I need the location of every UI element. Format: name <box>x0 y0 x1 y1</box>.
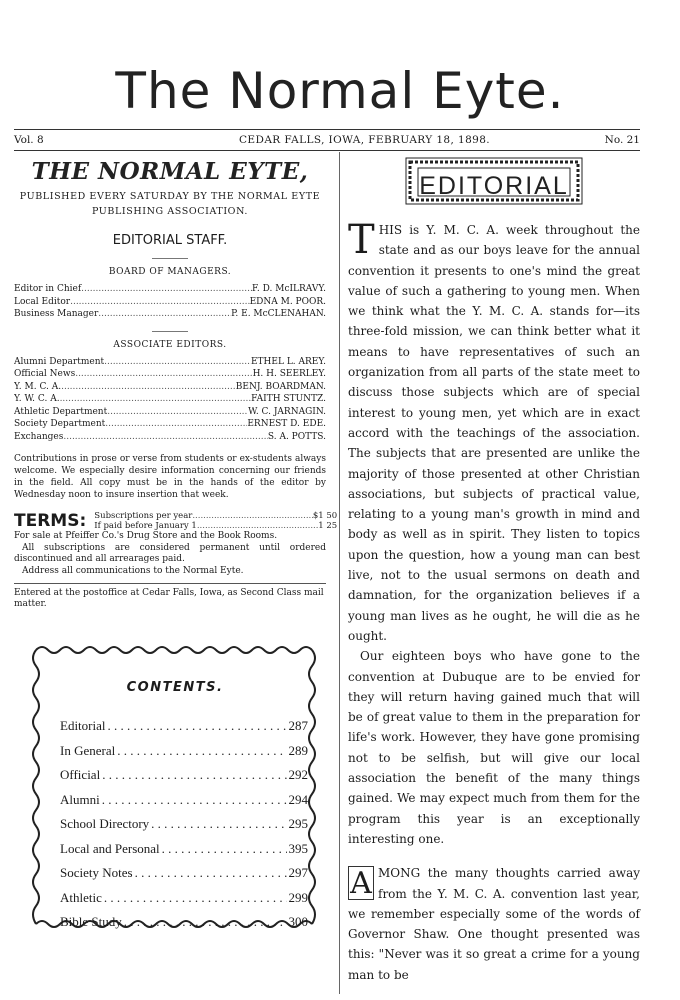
terms-heading: TERMS: <box>14 511 87 531</box>
drop-cap: A <box>348 866 374 900</box>
toc-entry: Official . . . 292 <box>60 763 308 788</box>
toc-entry: In General . . . 289 <box>60 739 308 764</box>
date-label: CEDAR FALLS, IOWA, FEBRUARY 18, 1898. <box>239 134 491 146</box>
contributions-note: Contributions in prose or verse from students or ex-students always welcome. We especially desire information concerning our friends in the field. All copy must be in the hands of the editor by Wednesday noon to insure insertion that week. <box>14 454 326 500</box>
column-divider <box>339 152 340 994</box>
masthead-title: The Normal Eyte. <box>115 62 565 120</box>
subscriptions-note: All subscriptions are considered permanent until ordered discontinued and all arrearages paid. <box>14 542 326 564</box>
staff-row: Athletic Department ..... W. C. JARNAGIN. <box>14 406 326 419</box>
toc-entry: Bible Study . . . 300 <box>60 910 308 935</box>
right-column <box>348 156 640 985</box>
staff-row: Society Department ..... ERNEST D. EDE. <box>14 418 326 431</box>
toc-entry: Athletic . . . 299 <box>60 886 308 911</box>
publisher-line: PUBLISHED EVERY SATURDAY BY THE NORMAL EYTE PUBLISHING ASSOCIATION. <box>19 191 321 217</box>
editorial-banner <box>404 156 584 206</box>
contents-heading: CONTENTS. <box>126 680 224 695</box>
staff-row: Local Editor ..... EDNA M. POOR. <box>14 296 326 309</box>
staff-row: Editor in Chief ..... F. D. McILRAVY. <box>14 283 326 296</box>
toc-entry: School Directory . . . 295 <box>60 812 308 837</box>
staff-row: Exchanges ..... S. A. POTTS. <box>14 431 326 444</box>
staff-row: Business Manager ..... P. E. McCLENAHAN. <box>14 308 326 321</box>
terms-row: Subscriptions per year ..... $1 50 <box>94 511 337 521</box>
top-rule <box>14 129 640 130</box>
table-of-contents <box>60 714 308 935</box>
sale-note: For sale at Pfeiffer Co.'s Drug Store and the Book Rooms. <box>14 531 278 541</box>
staff-row: Y. M. C. A. ..... BENJ. BOARDMAN. <box>14 381 326 394</box>
editorial-paragraph: Our eighteen boys who have gone to the convention at Dubuque are to be envied for they will return having gained much that will be of great value to them in the preparation for life's work. However, they have gone promising not to be selfish, but will give our local association the benefit of the many things gained. We may expect much from them for the program this year is an exceptionally interesting one. <box>348 649 640 846</box>
toc-entry: Editorial . . . 287 <box>60 714 308 739</box>
toc-entry: Alumni . . . 294 <box>60 788 308 813</box>
divider <box>152 331 188 332</box>
issue-number: No. 21 <box>604 134 640 146</box>
toc-entry: Society Notes . . . 297 <box>60 861 308 886</box>
editorial-paragraph: THIS is Y. M. C. A. week throughout the state and as our boys leave for the annual convention it presents to one's mind the great value of such a gathering to young men. When we think what the Y. M. C. A. stands for—its three-fold mission, we can think better what it means to have representatives of such an organization from all parts of the state meet to discuss those subjects which are of special interest to young men, yet which are in exact accord with the teachings of the association. The subjects that are presented are unlike the majority of those presented at other Christian associations, but subjects of practical value, relating to a young man's growth in mind and body as well as in spirit. They listen to topics upon the question, how a young man can best live, not to the usual sermons on death and damnation, for the organization believes if a young man lives as he ought, he will die as he ought. <box>348 217 640 643</box>
managers-heading: BOARD OF MANAGERS. <box>108 267 232 277</box>
drop-cap: T <box>348 217 375 263</box>
toc-entry: Local and Personal . . . 395 <box>60 837 308 862</box>
terms-prices <box>94 511 337 531</box>
staff-row: Alumni Department ..... ETHEL L. AREY. <box>14 356 326 369</box>
postoffice-note: Entered at the postoffice at Cedar Falls, Iowa, as Second Class mail matter. <box>14 583 326 610</box>
terms-row: If paid before January 1 ..... 1 25 <box>94 521 337 531</box>
left-column <box>14 158 338 610</box>
associates-heading: ASSOCIATE EDITORS. <box>113 339 227 350</box>
paper-title: THE NORMAL EYTE, <box>31 158 309 185</box>
staff-row: Official News ..... H. H. SEERLEY. <box>14 368 326 381</box>
dateline <box>14 134 640 148</box>
divider <box>152 258 188 259</box>
managers-list <box>14 283 326 321</box>
editorial-staff-heading: EDITORIAL STAFF. <box>112 233 228 248</box>
volume-label: Vol. 8 <box>14 134 44 146</box>
address-note: Address all communications to the Normal Eyte. <box>22 565 244 576</box>
associates-list <box>14 356 326 444</box>
terms-block <box>14 511 338 531</box>
staff-row: Y. W. C. A. ..... FAITH STUNTZ. <box>14 393 326 406</box>
dateline-rule <box>14 150 640 151</box>
editorial-heading: EDITORIAL <box>419 172 569 200</box>
editorial-paragraph: A MONG the many thoughts carried away from the Y. M. C. A. convention last year, we remember especially some of the words of Governor Shaw. One thought presented was this: "Never was it so great a crime for a young man to be <box>348 866 640 982</box>
contents-box <box>30 642 320 932</box>
